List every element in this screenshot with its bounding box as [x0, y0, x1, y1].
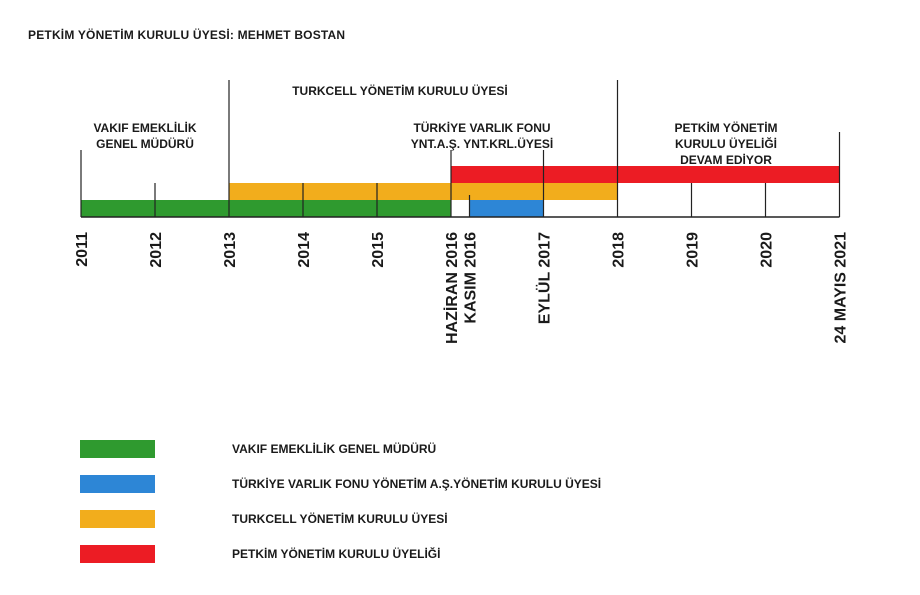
- tick-label: 2012: [148, 232, 165, 268]
- timeline-bar-green: [81, 200, 451, 217]
- tick-label: KASIM 2016: [462, 232, 480, 324]
- tick-label: 2011: [74, 232, 91, 267]
- legend-label: TURKCELL YÖNETİM KURULU ÜYESİ: [232, 512, 448, 526]
- tick-label: 2014: [296, 232, 313, 268]
- tick-label: 2020: [758, 232, 776, 268]
- legend-label: PETKİM YÖNETİM KURULU ÜYELİĞİ: [232, 547, 441, 561]
- annotation-petkim-line1: PETKİM YÖNETİM: [674, 121, 778, 135]
- tick-labels-layer: [74, 232, 850, 344]
- timeline-bar-red: [451, 166, 840, 183]
- tick-label: EYLÜL 2017: [536, 232, 554, 325]
- legend-item-petkim: [80, 545, 680, 565]
- tick-label: 2015: [370, 232, 387, 268]
- annotation-turkcell: TURKCELL YÖNETİM KURULU ÜYESİ: [292, 84, 508, 98]
- legend-item-vakif: [80, 440, 680, 460]
- annotation-vakif-line2: GENEL MÜDÜRÜ: [96, 137, 194, 151]
- bars-layer: [81, 166, 840, 217]
- timeline-bar-orange: [229, 183, 618, 200]
- legend-swatch-orange: [80, 510, 155, 528]
- timeline-bar-blue: [470, 200, 544, 217]
- legend-item-turkcell: [80, 510, 680, 530]
- tick-label: 2019: [684, 232, 702, 268]
- tick-label: 2018: [610, 232, 628, 268]
- tick-label: 2013: [222, 232, 239, 268]
- annotation-tvf-line1: TÜRKİYE VARLIK FONU: [413, 121, 551, 135]
- annotation-tvf-line2: YNT.A.Ş. YNT.KRL.ÜYESİ: [410, 137, 554, 151]
- tick-label: 24 MAYIS 2021: [832, 232, 850, 344]
- legend-item-tvf: [80, 475, 680, 495]
- legend-swatch-blue: [80, 475, 155, 493]
- legend-label: VAKIF EMEKLİLİK GENEL MÜDÜRÜ: [232, 442, 437, 456]
- legend-label: TÜRKİYE VARLIK FONU YÖNETİM A.Ş.YÖNETİM KURULU ÜYESİ: [232, 477, 602, 491]
- annotation-petkim-line2: KURULU ÜYELİĞİ: [675, 137, 777, 151]
- annotation-petkim-line3: DEVAM EDİYOR: [680, 153, 772, 167]
- annotation-vakif-line1: VAKIF EMEKLİLİK: [93, 121, 197, 135]
- legend-swatch-red: [80, 545, 155, 563]
- page-title: PETKİM YÖNETİM KURULU ÜYESİ: MEHMET BOSTAN: [28, 28, 346, 42]
- legend-swatch-green: [80, 440, 155, 458]
- tick-label: HAZİRAN 2016: [444, 232, 461, 345]
